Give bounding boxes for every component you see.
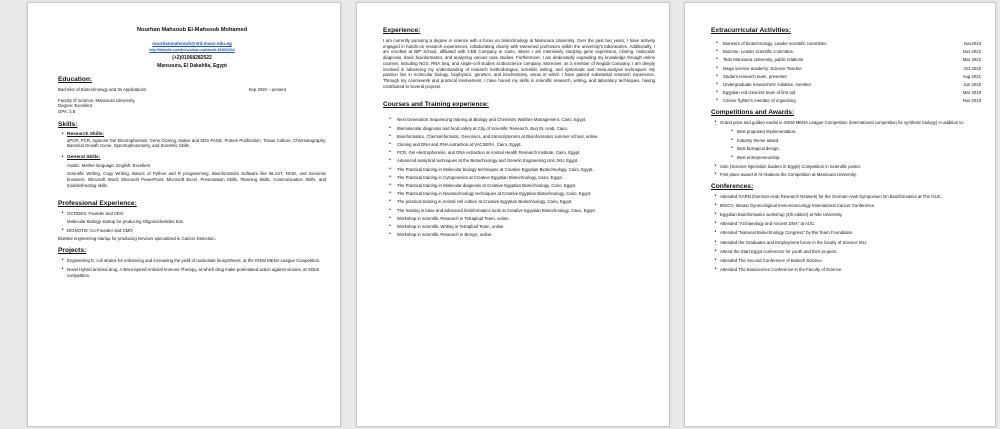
extracurricular-label-wrap (711, 82, 811, 88)
extracurricular-label-wrap (711, 49, 794, 55)
extracurricular-date: Mar 2022 (962, 57, 981, 63)
conference-item (711, 212, 981, 218)
extracurricular-label: Biozone, Leader scientific committee. (723, 49, 795, 55)
bullet-icon: • (714, 238, 717, 245)
bullet-icon: • (389, 181, 391, 188)
bullet-icon: • (714, 211, 717, 218)
competitions-list (711, 120, 981, 126)
course-item-text: Advanced analytical techniques at the Biotechnology and Genetic Engineering Unit, MU, Egypt. (397, 158, 579, 164)
professional-item-1-desc: Molecular Biology startup for producing Oligonucleotides Kits. (67, 219, 185, 225)
bullet-icon: • (714, 193, 717, 200)
professional-item-2 (58, 228, 326, 234)
bullet-icon: • (731, 127, 733, 134)
course-item (383, 134, 655, 140)
extracurricular-label-wrap (711, 57, 803, 63)
research-skills-title: Research Skills: (67, 131, 105, 137)
project-item-2 (58, 267, 326, 278)
course-item-text: PCR, Gel electrophoresis, and DNA extraction at Animal Health Research Institute, Cairo, Egypt. (397, 150, 581, 156)
course-item-text: The Practical training in Cytogenetics at Creative Egyptian Biotechnology, Cairo, Egypt. (397, 174, 563, 180)
linkedin-link[interactable]: http://linkedin.com/in/nourhan-mahsoub-493633204 (149, 48, 235, 52)
conference-text: Attended GARN (German-Arab Research Network) for the German-Arab Symposium On Bioinformatics at The GUC. (720, 194, 943, 200)
course-item (383, 167, 655, 173)
extracurricular-date: Mar 2019 (962, 90, 981, 96)
course-item (383, 216, 655, 222)
bullet-icon: • (714, 162, 717, 169)
award-sub-item (711, 138, 981, 144)
extracurricular-heading: Extracurricular Activities: (711, 27, 792, 34)
conference-item (711, 230, 981, 236)
course-item (383, 208, 655, 214)
professional-experience-heading: Professional Experience: (58, 200, 137, 208)
bullet-icon: • (389, 140, 391, 147)
extracurricular-label: Bioneers of biotechnology, Leader scientific committee. (723, 41, 828, 46)
extracurricular-item (711, 90, 981, 96)
resume-page-1 (27, 2, 341, 427)
conference-text: Egyptian Bioinformatics workshop (4th edition) at Nile University. (720, 212, 843, 218)
education-gpa: GPA: 3.8 (58, 109, 76, 115)
bullet-icon: • (716, 48, 718, 55)
course-item-text: Cloning and DNA and RNA extraction at VACSERA, Cairo, Egypt. (397, 141, 522, 147)
education-degree: Bachelor of Biotechnology and Its Applications (58, 87, 147, 92)
projects-heading: Projects: (58, 247, 87, 255)
competition-item-2-text: Sole (Science Operation leaders in Egypt) Competition in Scientific poster. (720, 163, 862, 169)
bullet-icon: • (714, 229, 717, 236)
conference-text: Attended The Biosciences Conference in the Faculty of Science. (720, 266, 843, 272)
project-item-2-text: Novel Hybrid antiviral drug: A Bat-Inspired Antiviral Immune Therapy, at which drug make potentiated action against viruses, at SOLE competition. (67, 266, 320, 278)
conference-text: BGICC- Breast Gynecological Immunooncology International Cancer Conference. (720, 203, 876, 209)
bullet-icon: • (389, 124, 391, 131)
education-date: Sep 2020 – present (248, 87, 286, 92)
bullet-icon: • (716, 89, 718, 96)
course-item-text: Biomolecular diagnosis and food safety at City of Scientific Research, Burj EL Arab, Cairo. (397, 125, 569, 131)
experience-text: I am currently pursuing a degree in science with a focus on biotechnology at Mansoura University. Over the past two years, I have actively engaged in hands-on research experiences, collaborating closely with esteemed professors within the university's laboratories. Additionally, I am enrolled at BIP School, affiliated with CEB Company in Cairo, where I am intensively studying gene expression, cloning, molecular diagnosis, basic bioinformatics, and analyzing various case studies. Furthermore, I am dedicatedly expanding my knowledge through online courses, including NGS, RNA Seq, and single-cell studies at Bioscience company. Moreover, as a member of Negida Company, I am deeply involved in advancing my understanding of research methodologies, scientific writing, and systematic and meta-analysis techniques. My passion lies in molecular biology, biophysics, genetics, and biochemistry, areas in which I have gained substantial research experience. Through my coursework and practical involvement, I have honed my skills in scientific research, writing, and laboratory techniques, having contributed to several projects. (383, 38, 655, 89)
bullet-icon: • (389, 222, 391, 229)
extracurricular-item (711, 49, 981, 55)
general-skills-item (58, 155, 326, 161)
bullet-icon: • (731, 145, 733, 152)
bullet-icon: • (61, 153, 64, 160)
course-item (383, 232, 655, 238)
competition-item-2 (711, 164, 981, 170)
bullet-icon: • (716, 97, 718, 104)
extracurricular-label-wrap (711, 74, 787, 80)
phone-number: (+2)01068282522 (172, 55, 212, 61)
education-heading: Education: (58, 76, 93, 83)
courses-heading: Courses and Training experience: (383, 101, 489, 109)
extracurricular-item (711, 82, 981, 88)
bullet-icon: • (389, 165, 391, 172)
extracurricular-date: Oct 2022 (963, 65, 981, 71)
extracurricular-label: Egyptian red crescent team of first aid (723, 90, 796, 96)
extracurricular-item (711, 41, 981, 47)
extracurricular-item (711, 57, 981, 63)
competition-item-1 (711, 120, 981, 126)
professional-item-1 (58, 211, 326, 217)
extracurricular-label-wrap (711, 41, 828, 47)
candidate-name: Nourhan Mahsoub El-Mahsoub Mohamed (136, 27, 247, 33)
bullet-icon: • (716, 64, 718, 71)
extracurricular-date: Nov 2018 (962, 98, 981, 104)
bullet-icon: • (716, 56, 718, 63)
conference-text: Attended "Archaeology and Ancient DNA" at AUC. (720, 221, 816, 227)
bullet-icon: • (714, 265, 717, 272)
extracurricular-item (711, 66, 981, 72)
conferences-heading: Conferences: (711, 183, 754, 191)
competition-item-3 (711, 172, 981, 178)
bullet-icon: • (61, 257, 64, 264)
extracurricular-date: Nov2023 (963, 41, 981, 46)
bullet-icon: • (389, 149, 391, 156)
research-skills-text: qPCR, PCR, Agarose Gel Electrophoresis, Gene Cloning, Native and SDS PAGE, Protein Purification, Tissue Culture, Chromatography, Bacterial Growth Curve, Spectrophotometry, and Scientific Skills. (67, 137, 326, 149)
course-item (383, 199, 655, 205)
bullet-icon: • (731, 153, 733, 160)
bullet-icon: • (714, 247, 717, 254)
bullet-icon: • (61, 130, 64, 137)
education-faculty: Faculty of Science, Mansoura University (58, 97, 135, 103)
course-item (383, 126, 655, 132)
extracurricular-label-wrap (711, 90, 795, 96)
award-sub-item (711, 146, 981, 152)
bullet-icon: • (389, 132, 391, 139)
course-item (383, 183, 655, 189)
competition-item-1-text: Grand prize and golden medal in IGEM MENA League Competition (international competition for synthetic biology) in addition to: (720, 120, 965, 126)
award-sub-text: Best proposed implementation. (737, 128, 797, 134)
bullet-icon: • (714, 119, 717, 126)
conferences-list (711, 194, 981, 272)
course-item-text: The Practical training in Nanotechnology techniques at Creative Egyptian Biotechnology, Cairo, Egypt. (397, 191, 592, 197)
extracurricular-date: Aug 2021 (962, 73, 981, 79)
course-item (383, 191, 655, 197)
bullet-icon: • (716, 81, 718, 88)
general-skills-languages: Arabic: Mother language, English: Excellent (67, 162, 151, 168)
bullet-icon: • (389, 206, 391, 213)
award-sub-item (711, 129, 981, 135)
bullet-icon: • (61, 265, 64, 272)
competitions-list-rest (711, 164, 981, 178)
course-item (383, 117, 655, 123)
conference-item (711, 258, 981, 264)
course-item-text: Workshop in Scientific Research in Biosyn, online. (397, 232, 493, 238)
conference-text: Attended the Graduates and Employment forum in the faculty of Science MU. (720, 239, 867, 245)
extracurricular-label: Undergraduate researchers' initiative, member (723, 82, 812, 88)
courses-list (383, 117, 655, 238)
course-item (383, 150, 655, 156)
bullet-icon: • (389, 214, 391, 221)
address: Mansoura, El Dakahlia, Egypt (157, 63, 227, 69)
bullet-icon: • (389, 116, 391, 123)
course-item-text: Next Generation Sequencing training at Biology and Chemistry Warfare Management, Cairo, Egypt. (397, 117, 587, 123)
award-sub-text: Industry theme award. (737, 137, 780, 143)
conference-item (711, 249, 981, 255)
competition-sub-list (711, 129, 981, 161)
competition-item-3-text: First place award in Al-Abakera the Competition at Mansoura University. (720, 172, 857, 178)
conference-item (711, 194, 981, 200)
competitions-heading: Competitions and Awards: (711, 109, 795, 117)
bullet-icon: • (716, 40, 718, 46)
professional-item-2-title: DIGNOTIX: Co-Founder and CMO (67, 227, 133, 233)
project-item-1-text: Engineering E. coli strains for enhancing and increasing the yield of nucleotide biosynthesis, at the IGEM MENA League Competition. (67, 258, 321, 264)
bullet-icon: • (389, 190, 391, 197)
extracurricular-label-wrap (711, 66, 802, 72)
course-item-text: The practical training in Animal cell culture at Creative Egyptian Biotechnology, Cairo, Egypt. (397, 199, 573, 205)
conference-item (711, 240, 981, 246)
course-item (383, 142, 655, 148)
bullet-icon: • (714, 220, 717, 227)
extracurricular-date: Nov 2022 (962, 49, 981, 55)
conference-item (711, 267, 981, 273)
course-item-text: Workshop in Scientific Writing in Tetraploid Team, online. (397, 223, 505, 229)
award-sub-item (711, 155, 981, 161)
extracurricular-item (711, 74, 981, 80)
professional-item-1-title: OCTIDES: Founder and CEO (67, 211, 124, 217)
bullet-icon: • (714, 202, 717, 209)
course-item-text: Workshop in Scientific Research in Tetraploid Team, online. (397, 215, 510, 221)
general-skills-text: Scientific Writing, Copy Writing, Basics of Python and R programming, Bioinformatics Software like BLAST, NCBI, and Genomic browsers, Microsoft Word, Microsoft PowerPoint, Microsoft Excel, Presentation Skills, Planning Skills, Communication Skills, and troubleshooting skills. (67, 171, 326, 188)
course-item-text: The Practical training in Molecular diagnosis at Creative Egyptian Biotechnology, Cairo, Egypt. (397, 182, 577, 188)
extracurricular-label: Mega science academy, Science Teacher (723, 65, 802, 71)
bullet-icon: • (714, 171, 717, 178)
conference-item (711, 221, 981, 227)
bullet-icon: • (716, 72, 718, 79)
extracurricular-label-wrap (711, 98, 796, 104)
course-item (383, 224, 655, 230)
email-link[interactable]: nourhanmahsoub@std.mans.edu.eg (152, 41, 232, 46)
conference-text: Attended "National Biotechnology Congress" by Bio Team Foundation. (720, 230, 854, 236)
general-skills-title: General Skills: (67, 154, 101, 160)
conference-text: Attend the Start Egypt conference for youth and their projects. (720, 248, 838, 254)
education-grade: Degree: Excellent (58, 103, 92, 109)
extracurricular-date: Jun 2022 (963, 82, 981, 88)
conference-item (711, 203, 981, 209)
bullet-icon: • (61, 210, 64, 217)
experience-heading: Experience: (383, 27, 421, 34)
bullet-icon: • (731, 136, 733, 143)
extracurricular-label: Tedx Mansoura University, public relations (723, 57, 804, 63)
resume-page-3 (684, 2, 996, 427)
course-item-text: The Practical training in Molecular biology techniques at Creative Egyptian Biotechnology, Cairo, Egypt. (397, 166, 594, 172)
course-item-text: The training in base and advanced bioinformatics tools at Creative Egyptian Biotechnology, Cairo, Egypt. (397, 207, 596, 213)
award-sub-text: Best entrepreneurship. (737, 154, 781, 160)
extracurricular-label: Student research team, presenter (723, 73, 788, 79)
course-item (383, 175, 655, 181)
bullet-icon: • (389, 231, 391, 238)
extracurricular-list (711, 41, 981, 104)
bullet-icon: • (714, 256, 717, 263)
bullet-icon: • (389, 157, 391, 164)
conference-text: Attended The Second Conference of Biotech Science. (720, 257, 823, 263)
skills-heading: Skills: (58, 120, 78, 128)
course-item (383, 158, 655, 164)
award-sub-text: Best biological design. (737, 146, 780, 152)
extracurricular-item (711, 98, 981, 104)
course-item-text: Bioinformatics, Chemoinformatic, Genomics, and transcriptomics at Bioinformatics summer school, online. (397, 133, 599, 139)
extracurricular-label: Cancer fighter's member of organizing (723, 98, 796, 104)
professional-item-2-desc: BioMed engineering startup for producing Devices specialized in Cancer Detection. (58, 235, 216, 241)
project-item-1 (58, 258, 326, 264)
bullet-icon: • (389, 198, 391, 205)
bullet-icon: • (61, 226, 64, 233)
bullet-icon: • (389, 173, 391, 180)
resume-page-2 (356, 2, 670, 427)
